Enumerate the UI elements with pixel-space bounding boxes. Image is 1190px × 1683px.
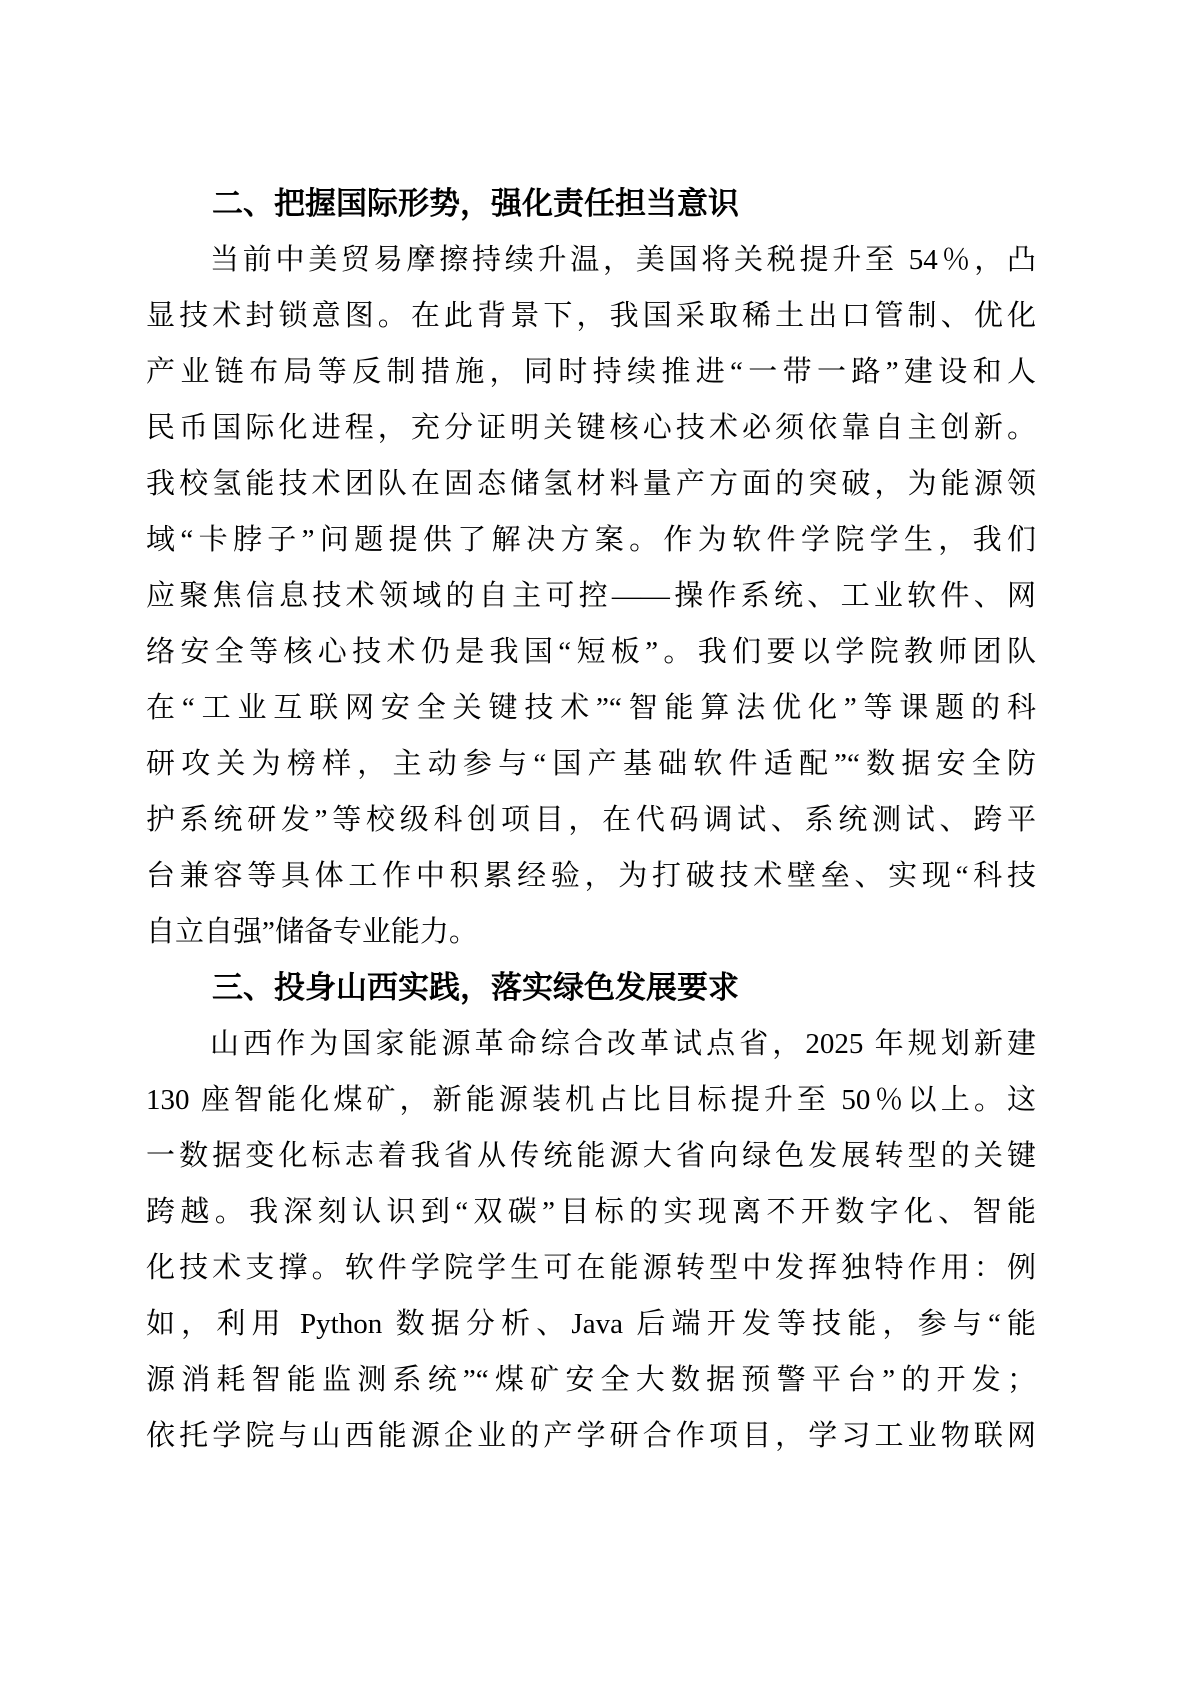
paragraph-line: 一数据变化标志着我省从传统能源大省向绿色发展转型的关键 bbox=[146, 1140, 1036, 1172]
paragraph-line: 护系统研发”等校级科创项目，在代码调试、系统测试、跨平 bbox=[146, 804, 1036, 836]
paragraph-line: 显技术封锁意图。在此背景下，我国采取稀土出口管制、优化 bbox=[146, 300, 1036, 332]
paragraph-line: 域“卡脖子”问题提供了解决方案。作为软件学院学生，我们 bbox=[146, 524, 1036, 556]
paragraph-line: 络安全等核心技术仍是我国“短板”。我们要以学院教师团队 bbox=[146, 636, 1036, 668]
paragraph-line: 在“工业互联网安全关键技术”“智能算法优化”等课题的科 bbox=[146, 692, 1036, 724]
paragraph-line: 我校氢能技术团队在固态储氢材料量产方面的突破，为能源领 bbox=[146, 468, 1036, 500]
paragraph-line: 研攻关为榜样，主动参与“国产基础软件适配”“数据安全防 bbox=[146, 748, 1036, 780]
paragraph-line: 民币国际化进程，充分证明关键核心技术必须依靠自主创新。 bbox=[146, 412, 1036, 444]
paragraph-line: 应聚焦信息技术领域的自主可控——操作系统、工业软件、网 bbox=[146, 580, 1036, 612]
document-text-block bbox=[146, 176, 1036, 1464]
paragraph-line: 产业链布局等反制措施，同时持续推进“一带一路”建设和人 bbox=[146, 356, 1036, 388]
paragraph-line: 如，利用 Python 数据分析、Java 后端开发等技能，参与“能 bbox=[146, 1308, 1036, 1340]
paragraph-line: 化技术支撑。软件学院学生可在能源转型中发挥独特作用：例 bbox=[146, 1252, 1036, 1284]
section-heading: 二、把握国际形势，强化责任担当意识 bbox=[212, 186, 739, 221]
paragraph-line: 当前中美贸易摩擦持续升温，美国将关税提升至 54％，凸 bbox=[210, 244, 1036, 276]
paragraph-line: 源消耗智能监测系统”“煤矿安全大数据预警平台”的开发； bbox=[146, 1364, 1036, 1396]
paragraph-line: 山西作为国家能源革命综合改革试点省，2025 年规划新建 bbox=[210, 1028, 1036, 1060]
paragraph-line: 130 座智能化煤矿，新能源装机占比目标提升至 50％以上。这 bbox=[146, 1084, 1036, 1116]
section-heading: 三、投身山西实践，落实绿色发展要求 bbox=[212, 970, 739, 1005]
paragraph-line: 台兼容等具体工作中积累经验，为打破技术壁垒、实现“科技 bbox=[146, 860, 1036, 892]
paragraph-line: 自立自强”储备专业能力。 bbox=[146, 916, 478, 948]
paragraph-line: 依托学院与山西能源企业的产学研合作项目，学习工业物联网 bbox=[146, 1420, 1036, 1452]
paragraph-line: 跨越。我深刻认识到“双碳”目标的实现离不开数字化、智能 bbox=[146, 1196, 1036, 1228]
